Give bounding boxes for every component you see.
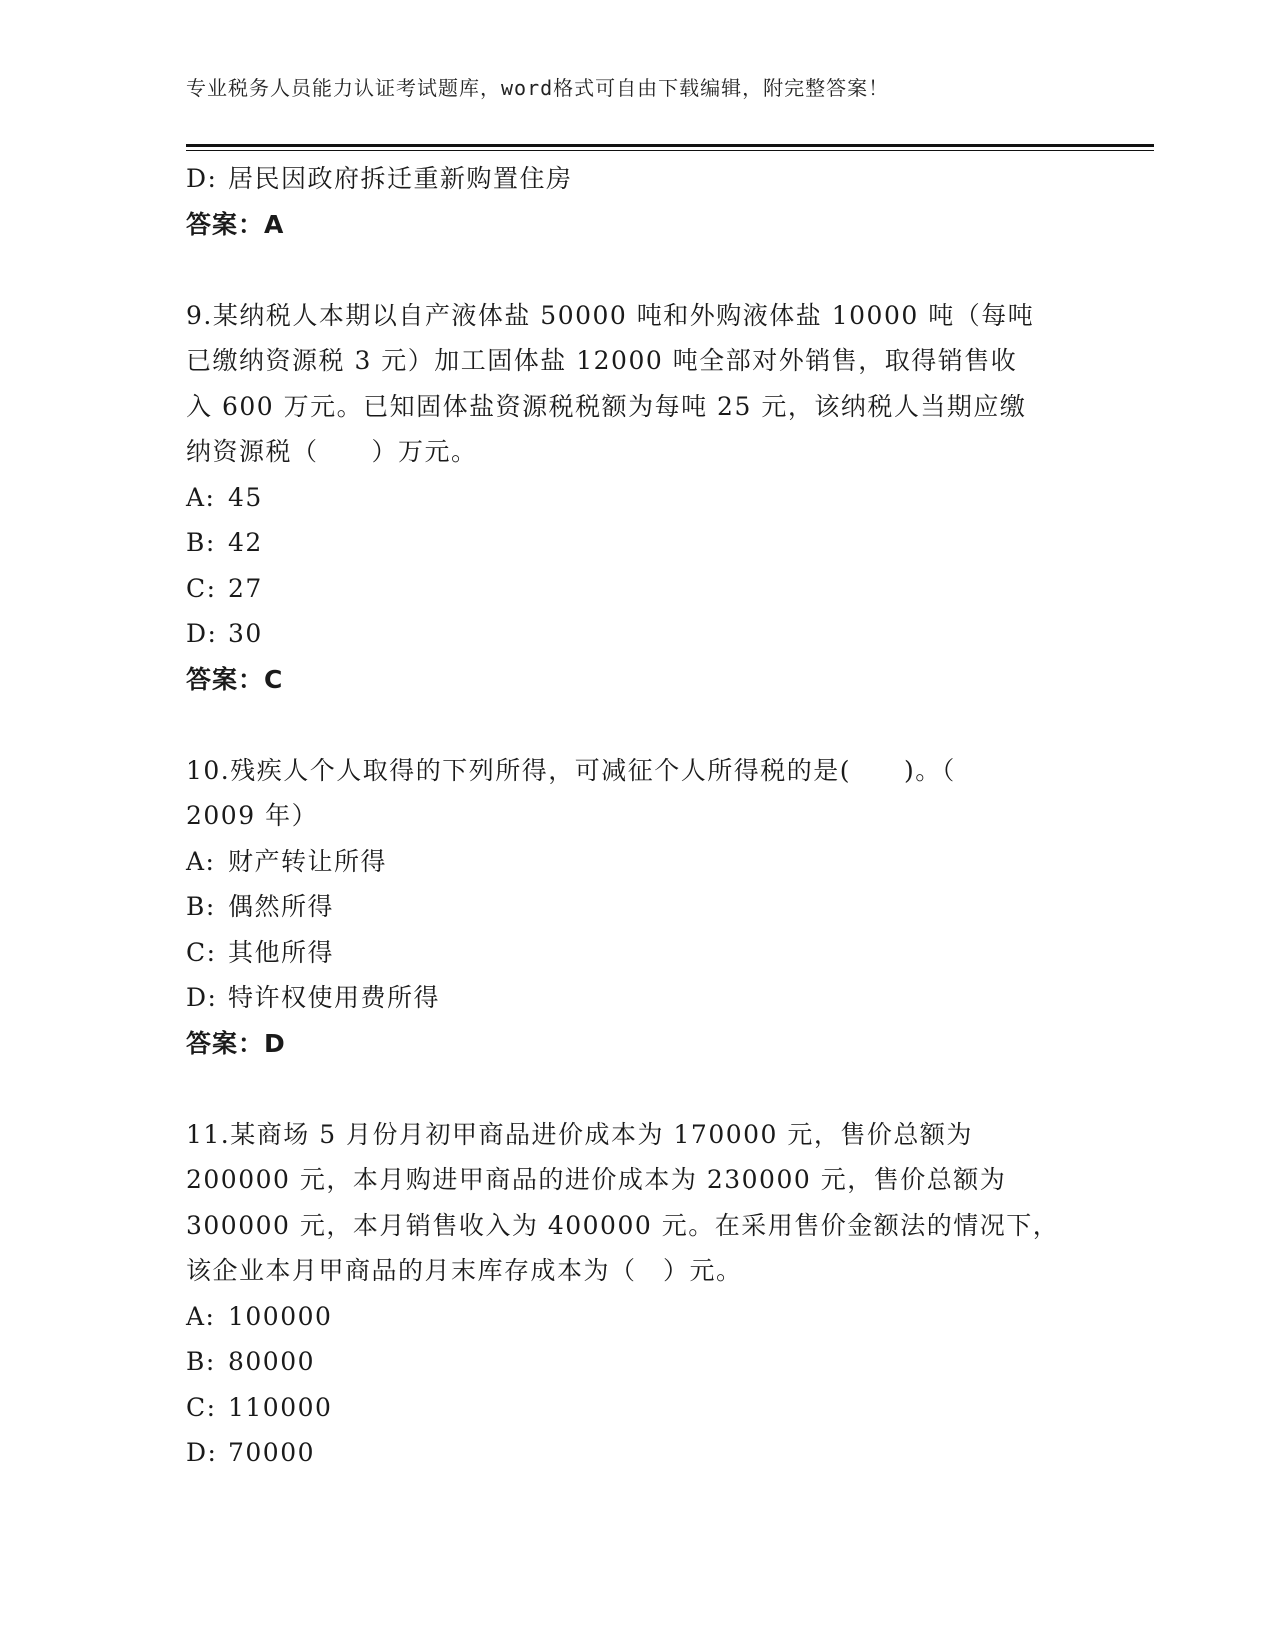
- question-11: [186, 1112, 1066, 1476]
- option-label: D:: [186, 619, 218, 648]
- option-text: 30: [228, 619, 263, 648]
- option-label: A:: [186, 482, 216, 512]
- option-label: C:: [186, 1392, 217, 1422]
- option-b: [186, 884, 1066, 930]
- option-label: B:: [186, 528, 216, 557]
- answer: 答案：C: [186, 664, 284, 694]
- question-stem-line: 已缴纳资源税 3 元）加工固体盐 12000 吨全部对外销售，取得销售收: [186, 346, 1018, 375]
- spacer: [186, 702, 1066, 748]
- option-label: B:: [186, 892, 216, 921]
- option-text: 特许权使用费所得: [228, 983, 441, 1012]
- option-text: 其他所得: [228, 937, 335, 967]
- answer: 答案：D: [186, 1028, 286, 1058]
- option-d: [186, 611, 1066, 657]
- option-a: [186, 1294, 1066, 1340]
- question-stem-line: 11.某商场 5 月份月初甲商品进价成本为 170000 元，售价总额为: [186, 1119, 973, 1149]
- document-body: [186, 156, 1066, 1476]
- option-text: 偶然所得: [228, 892, 335, 921]
- option-label: C:: [186, 573, 217, 603]
- question-stem-line: 纳资源税（ ）万元。: [186, 437, 478, 466]
- option-label: A:: [186, 846, 216, 876]
- option-c: [186, 1385, 1066, 1431]
- question-stem-line: 10.残疾人个人取得的下列所得，可减征个人所得税的是( )。（: [186, 755, 956, 785]
- option-text: 27: [228, 573, 263, 603]
- question-stem-line: 2009 年）: [186, 801, 319, 830]
- option-d: [186, 975, 1066, 1021]
- question-stem-line: 该企业本月甲商品的月末库存成本为（ ）元。: [186, 1256, 743, 1285]
- spacer: [186, 1066, 1066, 1112]
- option-label: D:: [186, 164, 218, 193]
- option-a: [186, 839, 1066, 885]
- page-header: 专业税务人员能力认证考试题库，word格式可自由下载编辑，附完整答案！: [186, 76, 890, 100]
- option-text: 45: [228, 482, 263, 512]
- option-c: [186, 930, 1066, 976]
- option-label: C:: [186, 937, 217, 967]
- question-stem-line: 9.某纳税人本期以自产液体盐 50000 吨和外购液体盐 10000 吨（每吨: [186, 300, 1035, 330]
- question-9: [186, 293, 1066, 703]
- option-label: A:: [186, 1301, 216, 1331]
- option-c: [186, 566, 1066, 612]
- option-d: [186, 1430, 1066, 1476]
- question-stem-line: 300000 元，本月销售收入为 400000 元。在采用售价金额法的情况下，: [186, 1210, 1060, 1240]
- option-label: D:: [186, 1438, 218, 1467]
- option-label: B:: [186, 1347, 216, 1376]
- header-divider: [186, 144, 1154, 151]
- option-text: 80000: [228, 1347, 316, 1376]
- option-text: 居民因政府拆迁重新购置住房: [228, 164, 573, 193]
- option-text: 110000: [228, 1392, 333, 1422]
- option-b: [186, 1339, 1066, 1385]
- question-stem-line: 200000 元，本月购进甲商品的进价成本为 230000 元，售价总额为: [186, 1165, 1007, 1194]
- spacer: [186, 247, 1066, 293]
- option-b: [186, 520, 1066, 566]
- option-text: 42: [228, 528, 263, 557]
- question-10: [186, 748, 1066, 1067]
- question-stem-line: 入 600 万元。已知固体盐资源税税额为每吨 25 元，该纳税人当期应缴: [186, 391, 1027, 421]
- option-text: 100000: [228, 1301, 333, 1331]
- option-text: 财产转让所得: [228, 846, 388, 876]
- option-d: [186, 156, 1066, 202]
- option-text: 70000: [228, 1438, 316, 1467]
- answer: 答案：A: [186, 209, 285, 239]
- option-label: D:: [186, 983, 218, 1012]
- option-a: [186, 475, 1066, 521]
